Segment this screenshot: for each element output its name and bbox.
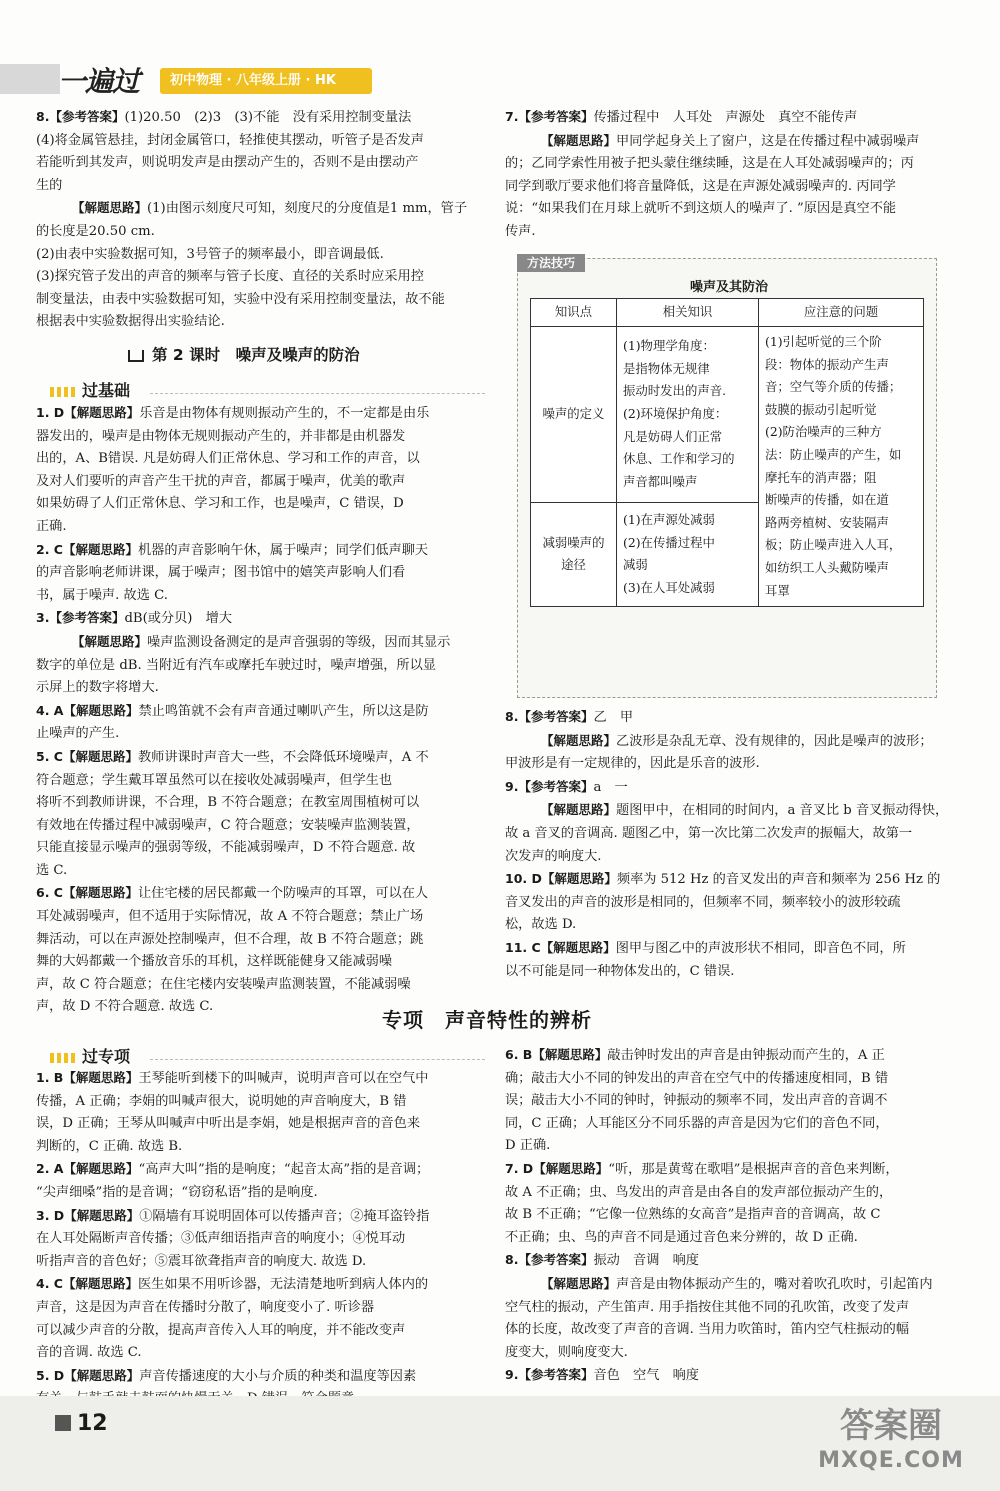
answer-text: 故 B 不正确；“它像一位熟练的女高音”是指声音的音调高，故 C [505, 1207, 881, 1223]
section-dots-icon [50, 1053, 76, 1063]
table-header: 知识点 [531, 299, 617, 327]
cell-line: 音；空气等介质的传播； [765, 379, 902, 395]
answer-text: 将听不到教师讲课，不合理，B 不符合题意；在教室周围植树可以 [36, 795, 420, 811]
answer-continuation [505, 1342, 965, 1365]
answer-text: 让住宅楼的居民都戴一个防噪声的耳罩，可以在人 [138, 886, 429, 902]
left-special-answers [36, 1067, 491, 1411]
cell-line: 板；防止噪声进入人耳， [765, 537, 902, 553]
answer-text: “尖声细嗓”指的是音调；“窃窃私语”指的是响度. [36, 1184, 318, 1200]
lesson-title-text: 第 2 课时 噪声及噪声的防治 [152, 346, 360, 364]
answer-text: (3)探究管子发出的声音的频率与管子长度、直径的关系时应采用控 [36, 269, 424, 285]
answer-text: 禁止鸣笛就不会有声音通过喇叭产生，所以这是防 [138, 703, 429, 719]
answer-line [505, 130, 965, 154]
answer-tag: 【解题思路】 [64, 1207, 140, 1223]
answer-line [505, 1044, 965, 1068]
method-tag: 方法技巧 [517, 254, 585, 272]
left-top-answers [36, 106, 491, 334]
answer-continuation [36, 289, 491, 312]
cell-line: 是指物体无规律 [623, 360, 710, 376]
left-basic-answers [36, 402, 491, 1019]
table-cell: 噪声的定义 [531, 327, 617, 503]
answer-continuation [505, 221, 965, 244]
question-number: 7. D [505, 1160, 534, 1176]
answer-continuation [36, 426, 491, 449]
question-number: 8. [36, 109, 50, 124]
answer-continuation [505, 914, 965, 937]
answer-continuation [36, 1136, 491, 1159]
cell-line: 声音都叫噪声 [623, 473, 698, 489]
answer-continuation [36, 815, 491, 838]
answer-continuation [505, 1068, 965, 1091]
page-header [0, 58, 380, 102]
cell-line: (2)在传播过程中 [623, 534, 715, 550]
answer-continuation [36, 974, 491, 997]
cell-line: 如纺织工人头戴防噪声 [765, 559, 889, 575]
cell-line: (2)防治噪声的三种方 [765, 424, 882, 440]
answer-text: 同学到歌厅要求他们将音量降低，这是在声源处减弱噪声的. 丙同学 [505, 178, 896, 194]
question-number: 9. [505, 1367, 519, 1383]
answer-text: 空气柱的振动，产生笛声. 用手指按住其他不同的孔吹笛，改变了发声 [505, 1299, 910, 1315]
question-number: 5. D [36, 1367, 65, 1383]
answer-line [36, 700, 491, 724]
answer-text: 止噪声的产生. [36, 726, 120, 742]
answer-text: 不正确；虫、鸟的声音不同是通过音色来分辨的，故 D 正确. [505, 1229, 858, 1245]
answer-text: (4)将金属管悬挂，封闭金属管口，轻推使其摆动，听管子是否发声 [36, 132, 424, 148]
table-header-row [531, 299, 924, 327]
answer-text: (2)由表中实验数据可知，3号管子的频率最小，即音调最低. [36, 246, 384, 262]
answer-continuation [36, 1182, 491, 1205]
answer-text: 数字的单位是 dB. 当附近有汽车或摩托车驶过时，噪声增强，所以显 [36, 657, 436, 673]
question-number: 1. B [36, 1070, 64, 1085]
table-header: 应注意的问题 [759, 299, 924, 327]
cell-line: (3)在人耳处减弱 [623, 579, 715, 595]
answer-text: 如果妨碍了人们正常休息、学习和工作，也是噪声，C 错误，D [36, 496, 404, 512]
answer-continuation [505, 846, 965, 869]
answer-continuation [36, 1091, 491, 1114]
answer-text: 乐音是由物体有规则振动产生的，不一定都是由乐 [139, 406, 430, 421]
table-cell [759, 327, 924, 607]
answer-text: 音的音调. 故选 C. [36, 1345, 142, 1361]
answer-continuation [36, 723, 491, 746]
section-special-label: 过专项 [82, 1047, 131, 1066]
answer-continuation [505, 1113, 965, 1136]
answer-text: 敲击钟时发出的声音是由钟振动而产生的，A 正 [607, 1048, 885, 1063]
answer-text: 故 A 不正确；虫、鸟发出的声音是由各自的发声部位振动产生的， [505, 1184, 893, 1200]
answer-line [505, 937, 965, 961]
page-number-text: 12 [77, 1411, 108, 1436]
section-basic-label: 过基础 [82, 381, 131, 400]
answer-line [36, 607, 491, 631]
answer-continuation [505, 892, 965, 915]
answer-text: (1)20.50 (2)3 (3)不能 没有采用控制变量法 [124, 110, 412, 125]
answer-text: 示屏上的数字将增大. [36, 680, 159, 696]
answer-text: 以不可能是同一种物体发出的，C 错误. [505, 963, 735, 979]
answer-tag: 【解题思路】 [64, 1367, 140, 1383]
answer-line [36, 197, 491, 221]
answer-text: 王琴能听到楼下的叫喊声，说明声音可以在空气中 [138, 1071, 429, 1086]
question-number: 6. C [36, 885, 63, 901]
question-number: 2. C [36, 541, 63, 557]
answer-tag: 【参考答案】 [518, 709, 594, 724]
answer-text: 只能直接显示噪声的强弱等级，不能减弱噪声，D 不符合题意. 故 [36, 840, 416, 856]
answer-line [36, 402, 491, 426]
answer-text: 传播，A 正确；李娟的叫喊声很大，说明她的声音响度大，B 错 [36, 1093, 407, 1109]
subject-banner-text: 初中物理 · 八年级上册 · HK [170, 73, 336, 88]
answer-text: 说：“如果我们在月球上就听不到这烦人的噪声了. ”原因是真空不能 [505, 201, 897, 217]
answer-tag: 【参考答案】 [49, 109, 125, 124]
answer-line [36, 746, 491, 770]
answer-text: 次发声的响度大. [505, 848, 602, 864]
question-number: 2. A [36, 1161, 64, 1177]
answer-text: 同，C 正确；人耳能区分不同乐器的声音是因为它们的音色不同， [505, 1115, 889, 1131]
answer-continuation [505, 176, 965, 199]
answer-tag: 【解题思路】 [540, 939, 616, 955]
answer-text: 音叉发出的声音的波形是相同的，但频率不同，频率较小的波形较疏 [505, 894, 901, 910]
answer-continuation [36, 221, 491, 244]
answer-text: 出的，A、B错误. 凡是妨碍人们正常休息、学习和工作的声音，以 [36, 451, 420, 467]
answer-continuation [36, 562, 491, 585]
cell-line: 减弱 [623, 557, 648, 573]
answer-line [505, 706, 965, 730]
answer-line [505, 1249, 965, 1273]
answer-text: “听，那是黄莺在歌唱”是根据声音的音色来判断， [608, 1161, 899, 1177]
answer-text: 松，故选 D. [505, 917, 577, 933]
question-number: 9. [505, 778, 519, 794]
answer-text: 的声音影响老师讲课，属于噪声；图书馆中的嬉笑声影响人们看 [36, 565, 406, 581]
answer-continuation [36, 1297, 491, 1320]
answer-text: 体的长度，故改变了声音的音调. 当用力吹笛时，笛内空气柱振动的幅 [505, 1322, 910, 1338]
answer-text: 根据表中实验数据得出实验结论. [36, 314, 225, 330]
answer-text: 误，D 正确；王琴从叫喊声中听出是李娟，她是根据声音的音色来 [36, 1116, 421, 1132]
answer-text: 频率为 512 Hz 的音叉发出的声音和频率为 256 Hz 的 [616, 872, 941, 888]
square-icon [55, 1415, 71, 1431]
answer-tag: 【解题思路】 [541, 802, 617, 818]
answer-continuation [36, 516, 491, 539]
section-special [50, 1044, 130, 1067]
answer-continuation [505, 1182, 965, 1205]
answer-continuation [36, 792, 491, 815]
answer-line [36, 1158, 491, 1182]
answer-line [36, 106, 491, 130]
section-rule [150, 1059, 485, 1060]
cell-line: (1)在声源处减弱 [623, 512, 715, 528]
answer-text: D 正确. [505, 1138, 551, 1154]
answer-continuation [36, 906, 491, 929]
answer-text: 器发出的，噪声是由物体无规则振动产生的，并非都是由机器发 [36, 428, 406, 444]
answer-text: 医生如果不用听诊器，无法清楚地听到病人体内的 [138, 1277, 429, 1293]
book-icon [128, 350, 144, 362]
answer-text: 教师讲课时声音大一些，不会降低环境噪声，A 不 [138, 749, 429, 765]
answer-line [36, 1365, 491, 1389]
answer-continuation [505, 961, 965, 984]
answer-continuation [36, 175, 491, 198]
answer-text: 可以减少声音的分散，提高声音传入人耳的响度，并不能改变声 [36, 1322, 406, 1338]
answer-line [505, 1273, 965, 1297]
answer-line [36, 1273, 491, 1297]
answer-tag: 【解题思路】 [533, 1160, 609, 1176]
answer-line [36, 631, 491, 655]
answer-continuation [36, 585, 491, 608]
answer-continuation [36, 929, 491, 952]
question-number: 5. C [36, 748, 63, 764]
cell-line: 耳罩 [765, 582, 790, 598]
section-rule [150, 393, 485, 394]
answer-text: 的长度是20.50 cm. [36, 223, 155, 239]
answer-text: dB(或分贝) 增大 [124, 611, 233, 627]
question-number: 7. [505, 109, 519, 124]
question-number: 1. D [36, 405, 65, 420]
answer-continuation [36, 951, 491, 974]
answer-tag: 【参考答案】 [518, 778, 594, 794]
answer-continuation [36, 1320, 491, 1343]
answer-continuation [36, 448, 491, 471]
answer-continuation [505, 1297, 965, 1320]
answer-tag: 【参考答案】 [518, 1252, 594, 1268]
cell-line: 路两旁植树、安装隔声 [765, 514, 889, 530]
section-dots-icon [50, 387, 76, 397]
answer-text: 选 C. [36, 862, 68, 878]
answer-text: 声音传播速度的大小与介质的种类和温度等因素 [139, 1368, 417, 1384]
answer-tag: 【解题思路】 [62, 1276, 138, 1292]
answer-text: 判断的，C 正确. 故选 B. [36, 1138, 183, 1154]
answer-line [505, 868, 965, 892]
question-number: 8. [505, 1252, 519, 1268]
answer-text: 题图甲中，在相同的时间内，a 音叉比 b 音叉振动得快， [616, 803, 949, 819]
answer-continuation [36, 1113, 491, 1136]
answer-text: 在人耳处隔断声音传播；③低声细语指声音的响度小；④悦耳动 [36, 1231, 406, 1247]
answer-text: 生的 [36, 177, 63, 193]
watermark-line2: MXQE.COM [818, 1448, 964, 1473]
answer-text: 甲同学起身关上了窗户，这是在传播过程中减弱噪声 [616, 133, 920, 149]
answer-line [36, 539, 491, 563]
answer-continuation [36, 244, 491, 267]
answer-text: 符合题意；学生戴耳罩虽然可以在接收处减弱噪声，但学生也 [36, 772, 393, 788]
answer-text: 声，故 D 不符合题意. 故选 C. [36, 999, 214, 1015]
answer-tag: 【解题思路】 [541, 132, 617, 148]
answer-continuation [36, 655, 491, 678]
answer-text: 甲波形是有一定规律的，因此是乐音的波形. [505, 756, 760, 772]
question-number: 3. [36, 610, 50, 626]
answer-tag: 【解题思路】 [72, 633, 148, 649]
table-header: 相关知识 [617, 299, 759, 327]
answer-continuation [36, 471, 491, 494]
answer-continuation [36, 1228, 491, 1251]
header-grey-block [0, 64, 60, 94]
answer-tag: 【解题思路】 [541, 871, 617, 887]
answer-text: 舞活动，可以在声源处控制噪声，但不合理，故 B 不符合题意；跳 [36, 931, 424, 947]
answer-text: 乙 甲 [593, 710, 634, 725]
answer-tag: 【解题思路】 [541, 1275, 617, 1291]
cell-line: (2)环境保护角度： [623, 406, 728, 422]
answer-tag: 【参考答案】 [49, 610, 125, 626]
cell-line: 振动时发出的声音. [623, 383, 727, 399]
answer-continuation [36, 860, 491, 883]
answer-text: 机器的声音影响午休，属于噪声；同学们低声聊天 [138, 542, 429, 558]
right-special-answers [505, 1044, 965, 1388]
cell-line: 休息、工作和学习的 [623, 451, 735, 467]
answer-text: 音色 空气 响度 [593, 1368, 699, 1384]
answer-text: 耳处减弱噪声，但不适用于实际情况，故 A 不符合题意；禁止广场 [36, 909, 424, 925]
method-title: 噪声及其防治 [690, 280, 769, 295]
answer-text: 正确. [36, 518, 67, 534]
cell-line: 凡是妨碍人们正常 [623, 428, 723, 444]
answer-line [36, 1205, 491, 1229]
answer-text: 传声. [505, 223, 536, 239]
answer-line [36, 1067, 491, 1091]
answer-text: 若能听到其发声，则说明发声是由摆动产生的，否则不是由摆动产 [36, 155, 419, 171]
answer-text: 舞的大妈都戴一个播放音乐的耳机，这样既能健身又能减弱噪 [36, 954, 393, 970]
answer-continuation [505, 153, 965, 176]
cell-line: 断噪声的传播，如在道 [765, 492, 889, 508]
cell-line: 段：物体的振动产生声 [765, 356, 889, 372]
question-number: 4. C [36, 1276, 63, 1292]
answer-continuation [36, 677, 491, 700]
answer-continuation [505, 1319, 965, 1342]
answer-line [36, 882, 491, 906]
answer-text: “高声大叫”指的是响度；“起音太高”指的是音调； [138, 1162, 430, 1178]
answer-continuation [505, 1227, 965, 1250]
answer-text: 传播过程中 人耳处 声源处 真空不能传声 [593, 110, 858, 125]
answer-text: 确；敲击大小不同的钟发出的声音在空气中的传播速度相同，B 错 [505, 1070, 889, 1086]
answer-text: 度变大，则响度变大. [505, 1344, 628, 1360]
section-basic [50, 378, 130, 401]
answer-text: 制变量法，由表中实验数据可知，实验中没有采用控制变量法，故不能 [36, 291, 445, 307]
answer-tag: 【解题思路】 [62, 748, 138, 764]
answer-text: (1)由图示刻度尺可知，刻度尺的分度值是1 mm，管子 [147, 201, 468, 217]
answer-continuation [36, 1251, 491, 1274]
answer-text: a 一 [593, 779, 628, 795]
answer-line [505, 799, 965, 823]
table-row [531, 327, 924, 503]
answer-text: ①隔墙有耳说明固体可以传播声音；②掩耳盗铃指 [139, 1208, 430, 1224]
answer-continuation [36, 770, 491, 793]
answer-tag: 【解题思路】 [64, 405, 140, 420]
question-number: 6. B [505, 1047, 533, 1062]
answer-text: 听指声音的音色好；⑤震耳欲聋指声音的响度大. 故选 D. [36, 1253, 367, 1269]
cell-line: 摩托车的消声器；阻 [765, 469, 877, 485]
answer-tag: 【参考答案】 [518, 109, 594, 124]
answer-continuation [505, 198, 965, 221]
question-number: 3. D [36, 1207, 65, 1223]
answer-text: 振动 音调 响度 [593, 1253, 699, 1269]
answer-tag: 【解题思路】 [63, 1161, 139, 1177]
answer-tag: 【解题思路】 [62, 541, 138, 557]
answer-tag: 【解题思路】 [532, 1047, 608, 1062]
answer-tag: 【解题思路】 [541, 732, 617, 748]
answer-text: 书，属于噪声. 故选 C. [36, 587, 168, 603]
special-title: 专项 声音特性的辨析 [382, 1008, 592, 1032]
answer-continuation [36, 1342, 491, 1365]
answer-continuation [505, 1135, 965, 1158]
answer-text: 声音，这是因为声音在传播时分散了，响度变小了. 听诊器 [36, 1299, 375, 1315]
answer-tag: 【参考答案】 [518, 1367, 594, 1383]
answer-tag: 【解题思路】 [63, 1070, 139, 1085]
right-top-answers [505, 106, 965, 244]
answer-text: 有效地在传播过程中减弱噪声，C 符合题意；安装噪声监测装置， [36, 817, 420, 833]
table-cell: 减弱噪声的途径 [531, 502, 617, 606]
answer-line [505, 106, 965, 130]
answer-text: 乙波形是杂乱无章、没有规律的，因此是噪声的波形； [616, 733, 933, 749]
answer-text: 声音是由物体振动产生的，嘴对着吹孔吹时，引起笛内 [616, 1276, 933, 1292]
answer-continuation [36, 311, 491, 334]
answer-text: 故 a 音叉的音调高. 题图乙中，第一次比第二次发声的振幅大，故第一 [505, 825, 913, 841]
lesson-title [128, 343, 360, 365]
table-cell [617, 327, 759, 503]
answer-continuation [36, 837, 491, 860]
table-cell [617, 502, 759, 606]
question-number: 11. C [505, 939, 541, 955]
cell-line: 法：防止噪声的产生，如 [765, 446, 902, 462]
answer-text: 图甲与图乙中的声波形状不相同，即音色不同，所 [615, 940, 906, 956]
answer-continuation [505, 753, 965, 776]
series-logo: 一遍过 [58, 65, 140, 98]
answer-line [505, 730, 965, 754]
answer-continuation [36, 152, 491, 175]
cell-line: (1)物理学角度： [623, 338, 715, 354]
answer-continuation [505, 1204, 965, 1227]
answer-tag: 【解题思路】 [62, 885, 138, 901]
answer-text: 误；敲击大小不同的钟时，钟振动的频率不同，发出声音的音调不 [505, 1093, 888, 1109]
watermark-line1: 答案圈 [840, 1406, 942, 1446]
page-number [55, 1411, 108, 1436]
cell-line: 鼓膜的振动引起听觉 [765, 401, 877, 417]
noise-table [530, 298, 924, 607]
answer-text: 声，故 C 符合题意；在住宅楼内安装噪声监测装置，不能减弱噪 [36, 976, 411, 992]
question-number: 8. [505, 709, 519, 724]
question-number: 10. D [505, 871, 542, 887]
answer-continuation [36, 493, 491, 516]
answer-continuation [36, 130, 491, 153]
answer-text: 及对人们要听的声音产生干扰的声音，都属于噪声，优美的歌声 [36, 473, 406, 489]
answer-continuation [36, 266, 491, 289]
answer-tag: 【解题思路】 [72, 200, 148, 216]
answer-text: 的；乙同学索性用被子把头蒙住继续睡，这是在人耳处减弱噪声的；丙 [505, 156, 914, 172]
answer-line [505, 1158, 965, 1182]
answer-continuation [505, 823, 965, 846]
subject-banner [160, 68, 372, 94]
cell-line: (1)引起听觉的三个阶 [765, 334, 882, 349]
answer-tag: 【解题思路】 [63, 702, 139, 718]
right-mid-answers [505, 706, 965, 983]
watermark [806, 1404, 976, 1474]
answer-text: 噪声监测设备测定的是声音强弱的等级，因而其显示 [147, 634, 451, 650]
answer-line [505, 1364, 965, 1388]
answer-continuation [505, 1090, 965, 1113]
question-number: 4. A [36, 702, 64, 718]
answer-line [505, 776, 965, 800]
